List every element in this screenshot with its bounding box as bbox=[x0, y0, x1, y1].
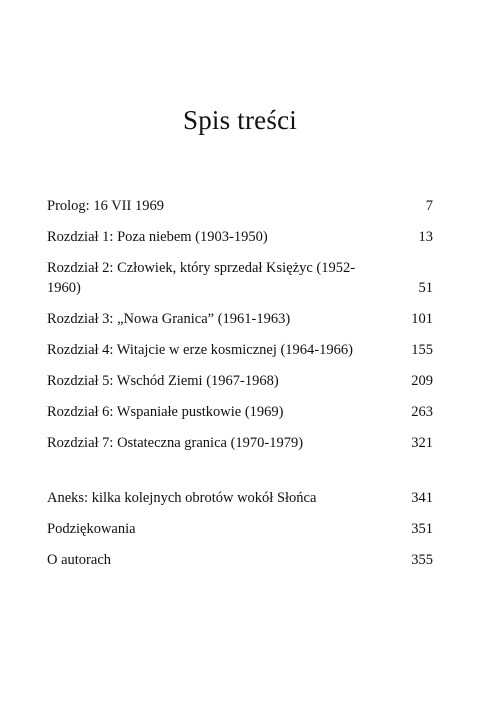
toc-entry-page: 351 bbox=[411, 521, 433, 537]
toc-entry-chapter-7 bbox=[47, 433, 433, 453]
toc-entry-chapter-1 bbox=[47, 227, 433, 247]
toc-entry-page: 51 bbox=[418, 280, 433, 296]
toc-entry-chapter-4 bbox=[47, 340, 433, 360]
toc-entry-title: Podziękowania bbox=[47, 521, 136, 537]
toc-entry-title: O autorach bbox=[47, 552, 112, 568]
toc-entry-chapter-6 bbox=[47, 402, 433, 422]
toc-entry-page: 13 bbox=[418, 229, 433, 245]
toc-entry-chapter-3 bbox=[47, 309, 433, 329]
toc-entry-title bbox=[47, 258, 409, 298]
toc-entry-annex bbox=[47, 488, 433, 508]
back-matter-list bbox=[47, 488, 433, 581]
toc-entry-acknowledgements bbox=[47, 519, 433, 539]
toc-entry-page: 7 bbox=[425, 198, 433, 214]
toc-entry-title: Rozdział 5: Wschód Ziemi (1967-1968) bbox=[47, 373, 279, 389]
toc-entry-page: 355 bbox=[411, 552, 433, 568]
toc-entry-page: 321 bbox=[411, 435, 433, 451]
toc-entry-chapter-5 bbox=[47, 371, 433, 391]
toc-entry-title: Rozdział 3: „Nowa Granica” (1961-1963) bbox=[47, 311, 291, 327]
toc-entry-page: 101 bbox=[411, 311, 433, 327]
toc-entry-page: 209 bbox=[411, 373, 433, 389]
toc-entry-title: Prolog: 16 VII 1969 bbox=[47, 198, 164, 214]
toc-entry-prologue bbox=[47, 196, 433, 216]
page-title: Spis treści bbox=[183, 105, 297, 135]
toc-entry-page: 155 bbox=[411, 342, 433, 358]
toc-entry-title: Rozdział 4: Witajcie w erze kosmicznej (1964-1966) bbox=[47, 342, 353, 358]
table-of-contents bbox=[47, 196, 433, 464]
toc-entry-title: Rozdział 7: Ostateczna granica (1970-1979) bbox=[47, 435, 304, 451]
toc-entry-title: Aneks: kilka kolejnych obrotów wokół Słońca bbox=[47, 490, 317, 506]
toc-entry-page: 341 bbox=[411, 490, 433, 506]
toc-entry-title: Rozdział 6: Wspaniałe pustkowie (1969) bbox=[47, 404, 284, 420]
toc-entry-page: 263 bbox=[411, 404, 433, 420]
toc-entry-title-text: Rozdział 2: Człowiek, który sprzedał Księżyc (1952-1960) bbox=[47, 260, 356, 296]
toc-entry-title: Rozdział 1: Poza niebem (1903-1950) bbox=[47, 229, 268, 245]
toc-entry-about-authors bbox=[47, 550, 433, 570]
toc-entry-chapter-2 bbox=[47, 258, 433, 298]
